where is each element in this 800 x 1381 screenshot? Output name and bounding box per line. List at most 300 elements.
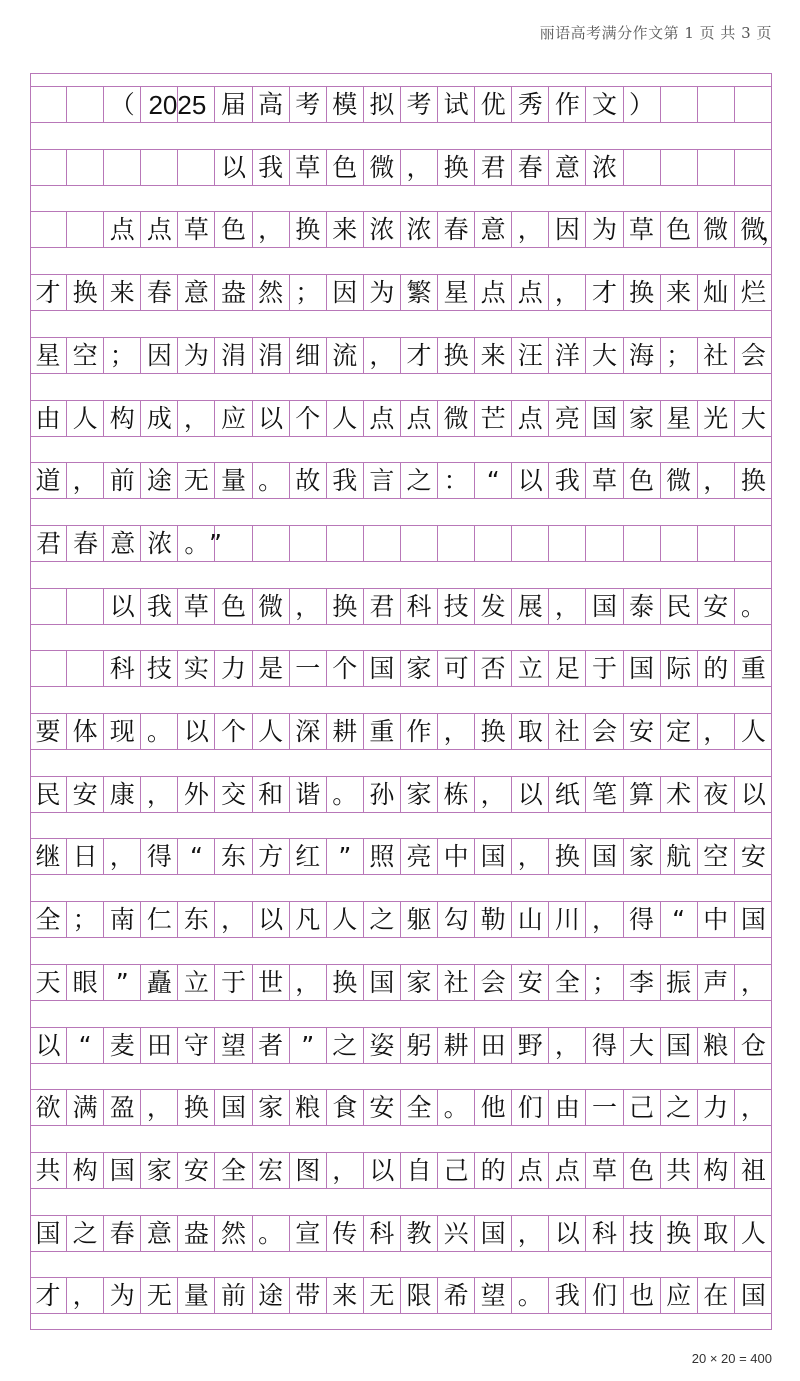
grid-cell: 纸 — [549, 777, 586, 812]
grid-cell: ， — [141, 1090, 178, 1125]
grid-cell — [30, 651, 67, 686]
grid-cell: 拟 — [364, 87, 401, 122]
grid-cell: 孙 — [364, 777, 401, 812]
grid-cell: 粮 — [290, 1090, 327, 1125]
grid-cell: 勒 — [475, 902, 512, 937]
grid-cell: 家 — [624, 839, 661, 874]
grid-cell: 外 — [178, 777, 215, 812]
grid-cell: 意 — [141, 1216, 178, 1251]
grid-cell: 浓 — [401, 212, 438, 247]
grid-cell — [698, 150, 735, 185]
grid-cell: 换 — [661, 1216, 698, 1251]
grid-cell: 康 — [104, 777, 141, 812]
grid-cell: 以 — [178, 714, 215, 749]
grid-cell: 涓 — [215, 338, 252, 373]
grid-cell — [661, 150, 698, 185]
grid-cell: 之 — [661, 1090, 698, 1125]
grid-cell: 才 — [586, 275, 623, 310]
grid-cell: ； — [661, 338, 698, 373]
grid-cell: 无 — [141, 1278, 178, 1313]
grid-cell: 微 — [735, 212, 772, 247]
grid-cell: 笔 — [586, 777, 623, 812]
grid-cell: 我 — [327, 463, 364, 498]
grid-cell: 野 — [512, 1028, 549, 1063]
grid-cell: 以 — [253, 902, 290, 937]
grid-cell: 文 — [586, 87, 623, 122]
grid-cell — [735, 87, 772, 122]
grid-cell: ， — [290, 589, 327, 624]
grid-cell: 以 — [740, 779, 766, 809]
grid-cell: 然 — [215, 1216, 252, 1251]
grid-cell: 食 — [327, 1090, 364, 1125]
grid-cell: 言 — [364, 463, 401, 498]
grid-cell: 道 — [30, 463, 67, 498]
grid-cell: ， — [141, 777, 178, 812]
grid-cell: ， — [290, 965, 327, 1000]
grid-cell: 色 — [215, 212, 252, 247]
grid-cell: 考 — [401, 87, 438, 122]
grid-cell: 世 — [253, 965, 290, 1000]
grid-cell: 星 — [661, 401, 698, 436]
grid-cell: 声 — [698, 965, 735, 1000]
grid-cell: 共 — [661, 1153, 698, 1188]
grid-cell: 发 — [475, 589, 512, 624]
grid-cell: 们 — [586, 1278, 623, 1313]
grid-cell: 力 — [698, 1090, 735, 1125]
grid-cell: 是 — [253, 651, 290, 686]
grid-cell: 全 — [401, 1090, 438, 1125]
grid-cell: ， — [549, 589, 586, 624]
grid-cell: 春 — [512, 150, 549, 185]
grid-cell: 浓 — [364, 212, 401, 247]
grid-row — [30, 1027, 772, 1064]
grid-cell: 安 — [364, 1090, 401, 1125]
grid-cell: 己 — [624, 1090, 661, 1125]
grid-cell: 换 — [438, 338, 475, 373]
grid-cell: 微 — [364, 150, 401, 185]
grid-cell: 教 — [401, 1216, 438, 1251]
grid-cell: 意 — [549, 150, 586, 185]
grid-cell: 社 — [549, 714, 586, 749]
grid-cell: 前 — [215, 1278, 252, 1313]
grid-cell: ， — [401, 150, 438, 185]
grid-cell: 栋 — [438, 777, 475, 812]
grid-cell: 。 — [253, 1216, 290, 1251]
grid-cell — [141, 150, 178, 185]
grid-cell: 才 — [30, 275, 67, 310]
grid-cell: 构 — [67, 1153, 104, 1188]
grid-cell: 一 — [290, 651, 327, 686]
grid-row — [30, 1152, 772, 1189]
grid-cell: “ — [178, 839, 215, 874]
grid-cell: 。 — [438, 1090, 475, 1125]
grid-row — [30, 776, 772, 813]
grid-cell: 个 — [290, 401, 327, 436]
grid-cell: 照 — [364, 839, 401, 874]
grid-cell: 繁 — [401, 275, 438, 310]
grid-cell: 才 — [30, 1278, 67, 1313]
grid-cell: 我 — [253, 150, 290, 185]
grid-cell: 谐 — [290, 777, 327, 812]
grid-cell: 模 — [327, 87, 364, 122]
grid-cell: 盎 — [178, 1216, 215, 1251]
grid-row — [30, 1089, 772, 1126]
grid-cell: 也 — [624, 1278, 661, 1313]
grid-cell: ， — [740, 1093, 766, 1123]
grid-cell: 浓 — [586, 150, 623, 185]
grid-cell: 家 — [141, 1153, 178, 1188]
grid-row — [30, 588, 772, 625]
grid-cell: 姿 — [364, 1028, 401, 1063]
grid-cell: 际 — [661, 651, 698, 686]
grid-cell: 微 — [698, 212, 735, 247]
grid-cell: ， — [512, 212, 549, 247]
grid-cell: 烂 — [740, 278, 766, 308]
grid-cell: 全 — [30, 902, 67, 937]
grid-cell: ， — [740, 967, 766, 997]
grid-cell: 微 — [438, 401, 475, 436]
grid-cell: 草 — [178, 589, 215, 624]
grid-cell: 以 — [512, 777, 549, 812]
grid-cell: 我 — [141, 589, 178, 624]
grid-cell: “ — [661, 902, 698, 937]
grid-cell — [624, 150, 661, 185]
grid-cell: 来 — [327, 212, 364, 247]
grid-cell: 光 — [698, 401, 735, 436]
grid-cell: 点 — [475, 275, 512, 310]
grid-cell: ” — [327, 839, 364, 874]
grid-cell: 东 — [215, 839, 252, 874]
grid-cell: 以 — [364, 1153, 401, 1188]
grid-cell: 交 — [215, 777, 252, 812]
grid-cell: 我 — [549, 1278, 586, 1313]
grid-cell: 换 — [67, 275, 104, 310]
grid-cell: 安 — [178, 1153, 215, 1188]
grid-cell: 为 — [178, 338, 215, 373]
grid-row — [30, 525, 772, 562]
grid-cell: 构 — [698, 1153, 735, 1188]
grid-cell: 会 — [740, 340, 766, 370]
grid-cell: 望 — [475, 1278, 512, 1313]
grid-row — [30, 149, 772, 186]
grid-cell: 振 — [661, 965, 698, 1000]
grid-cell: 安 — [512, 965, 549, 1000]
grid-cell: 春 — [438, 212, 475, 247]
grid-cell: 立 — [178, 965, 215, 1000]
grid-cell: 李 — [624, 965, 661, 1000]
grid-cell: 要 — [30, 714, 67, 749]
grid-cell: 全 — [215, 1153, 252, 1188]
grid-cell: 技 — [624, 1216, 661, 1251]
grid-cell: 来 — [104, 275, 141, 310]
essay-grid-paper — [30, 73, 786, 1330]
grid-cell: ， — [215, 902, 252, 937]
grid-cell: 夜 — [698, 777, 735, 812]
grid-cell: 方 — [253, 839, 290, 874]
grid-cell: 国 — [586, 401, 623, 436]
grid-cell: 换 — [327, 965, 364, 1000]
grid-cell: 否 — [475, 651, 512, 686]
grid-cell: 色 — [215, 589, 252, 624]
grid-cell: 春 — [104, 1216, 141, 1251]
grid-cell: ， — [512, 1216, 549, 1251]
grid-cell: 换 — [740, 466, 766, 496]
grid-cell: 盈 — [104, 1090, 141, 1125]
grid-cell: 宏 — [253, 1153, 290, 1188]
grid-cell: 换 — [438, 150, 475, 185]
grid-cell: ， — [253, 212, 290, 247]
grid-cell: ） — [624, 87, 661, 122]
grid-cell: 耕 — [438, 1028, 475, 1063]
grid-cell: 人 — [327, 902, 364, 937]
grid-cell: 中 — [698, 902, 735, 937]
grid-cell: 草 — [178, 212, 215, 247]
grid-cell: ， — [67, 463, 104, 498]
grid-cell: 我 — [549, 463, 586, 498]
grid-cell: 矗 — [141, 965, 178, 1000]
grid-cell: 星 — [438, 275, 475, 310]
grid-cell: ” — [290, 1028, 327, 1063]
grid-cell: 科 — [104, 651, 141, 686]
grid-row — [30, 838, 772, 875]
grid-cell: ； — [104, 338, 141, 373]
grid-cell — [67, 87, 104, 122]
grid-cell: 草 — [586, 463, 623, 498]
grid-cell: 于 — [215, 965, 252, 1000]
grid-cell: 前 — [104, 463, 141, 498]
grid-cell: 和 — [253, 777, 290, 812]
grid-cell: 国 — [661, 1028, 698, 1063]
grid-cell: 以 — [104, 589, 141, 624]
grid-cell: 因 — [327, 275, 364, 310]
grid-cell: 足 — [549, 651, 586, 686]
grid-cell: 实 — [178, 651, 215, 686]
grid-cell: 草 — [586, 1153, 623, 1188]
grid-cell: 亮 — [401, 839, 438, 874]
grid-cell: 耕 — [327, 714, 364, 749]
grid-cell: 流 — [327, 338, 364, 373]
grid-cell: 国 — [624, 651, 661, 686]
grid-cell: 社 — [698, 338, 735, 373]
grid-cell: 取 — [512, 714, 549, 749]
grid-cell: 芒 — [475, 401, 512, 436]
grid-cell: 故 — [290, 463, 327, 498]
grid-cell: 术 — [661, 777, 698, 812]
grid-cell: 亮 — [549, 401, 586, 436]
grid-cell: 带 — [290, 1278, 327, 1313]
grid-cell: ， — [364, 338, 401, 373]
grid-cell: 微 — [661, 463, 698, 498]
grid-cell: 得 — [624, 902, 661, 937]
grid-cell — [104, 150, 141, 185]
grid-cell: 麦 — [104, 1028, 141, 1063]
grid-cell: 色 — [327, 150, 364, 185]
grid-cell: ； — [586, 965, 623, 1000]
grid-cell: 无 — [178, 463, 215, 498]
overflow-punctuation: ， — [760, 216, 786, 246]
grid-cell: 色 — [661, 212, 698, 247]
grid-cell: 点 — [401, 401, 438, 436]
grid-cell: 因 — [141, 338, 178, 373]
grid-cell: 祖 — [740, 1155, 766, 1185]
grid-cell: 空 — [67, 338, 104, 373]
grid-cell: 草 — [290, 150, 327, 185]
grid-cell: 国 — [104, 1153, 141, 1188]
grid-cell: 科 — [401, 589, 438, 624]
grid-cell — [30, 87, 67, 122]
grid-cell: 之 — [67, 1216, 104, 1251]
grid-cell — [30, 589, 67, 624]
grid-cell: 换 — [327, 589, 364, 624]
grid-cell: 海 — [624, 338, 661, 373]
grid-cell: 满 — [67, 1090, 104, 1125]
grid-cell: ： — [438, 463, 475, 498]
grid-cell: 宣 — [290, 1216, 327, 1251]
grid-cell: 得 — [586, 1028, 623, 1063]
grid-cell: 途 — [253, 1278, 290, 1313]
grid-cell: 。 — [512, 1278, 549, 1313]
grid-cell: 。 — [141, 714, 178, 749]
grid-cell: ， — [104, 839, 141, 874]
grid-cell: 他 — [475, 1090, 512, 1125]
grid-cell: 们 — [512, 1090, 549, 1125]
grid-cell: 安 — [67, 777, 104, 812]
grid-cell: 点 — [104, 212, 141, 247]
grid-cell — [67, 651, 104, 686]
grid-cell: 社 — [438, 965, 475, 1000]
grid-cell: 点 — [512, 275, 549, 310]
grid-cell: 欲 — [30, 1090, 67, 1125]
grid-cell: 人 — [253, 714, 290, 749]
grid-row — [30, 1215, 772, 1252]
grid-cell: 微 — [253, 589, 290, 624]
grid-cell: 家 — [401, 965, 438, 1000]
grid-cell: 力 — [215, 651, 252, 686]
grid-cell: 来 — [475, 338, 512, 373]
grid-cell: 田 — [141, 1028, 178, 1063]
grid-cell — [735, 150, 772, 185]
grid-cell: 草 — [624, 212, 661, 247]
grid-cell: 限 — [401, 1278, 438, 1313]
grid-cell: 得 — [141, 839, 178, 874]
grid-cell: ， — [512, 839, 549, 874]
grid-cell: 山 — [512, 902, 549, 937]
grid-cell: 优 — [475, 87, 512, 122]
grid-cell: 以 — [549, 1216, 586, 1251]
grid-cell: 躯 — [401, 902, 438, 937]
grid-cell — [67, 150, 104, 185]
grid-row — [30, 462, 772, 499]
grid-cell: 考 — [290, 87, 327, 122]
grid-cell: 个 — [215, 714, 252, 749]
grid-cell: 泰 — [624, 589, 661, 624]
grid-cell: 躬 — [401, 1028, 438, 1063]
grid-cell — [661, 87, 698, 122]
grid-cell: 现 — [104, 714, 141, 749]
grid-cell: 国 — [30, 1216, 67, 1251]
grid-cell: 君 — [475, 150, 512, 185]
grid-row — [30, 1277, 772, 1314]
grid-cell: 家 — [401, 777, 438, 812]
grid-cell: 由 — [549, 1090, 586, 1125]
grid-cell — [30, 212, 67, 247]
grid-row — [30, 86, 772, 123]
grid-cell: 因 — [549, 212, 586, 247]
grid-cell: 点 — [512, 401, 549, 436]
grid-cell: 量 — [215, 463, 252, 498]
grid-cell: ， — [438, 714, 475, 749]
grid-cell: 定 — [661, 714, 698, 749]
grid-cell: 技 — [141, 651, 178, 686]
grid-row — [30, 713, 772, 750]
grid-cell: 仁 — [141, 902, 178, 937]
grid-row — [30, 274, 772, 311]
grid-cell: 换 — [475, 714, 512, 749]
grid-cell: 换 — [290, 212, 327, 247]
grid-cell: 高 — [253, 87, 290, 122]
grid-cell: 换 — [178, 1090, 215, 1125]
grid-cell: 南 — [104, 902, 141, 937]
grid-cell: 来 — [327, 1278, 364, 1313]
grid-cell: 量 — [178, 1278, 215, 1313]
grid-cell: 体 — [67, 714, 104, 749]
grid-cell: 日 — [67, 839, 104, 874]
grid-cell: 汪 — [512, 338, 549, 373]
grid-cell: 国 — [364, 651, 401, 686]
grid-cell: 之 — [401, 463, 438, 498]
grid-cell: 己 — [438, 1153, 475, 1188]
grid-cell: 航 — [661, 839, 698, 874]
grid-cell: ， — [698, 714, 735, 749]
grid-cell: 大 — [740, 403, 766, 433]
grid-cell: 国 — [586, 839, 623, 874]
grid-cell: 空 — [698, 839, 735, 874]
grid-cell: 灿 — [698, 275, 735, 310]
grid-cell: 大 — [586, 338, 623, 373]
grid-cell: ， — [586, 902, 623, 937]
grid-cell: 人 — [740, 717, 766, 746]
grid-cell: 勾 — [438, 902, 475, 937]
grid-cell: 守 — [178, 1028, 215, 1063]
grid-cell: 以 — [253, 401, 290, 436]
grid-cell: 人 — [327, 401, 364, 436]
grid-cell: 春 — [141, 275, 178, 310]
grid-cell: 于 — [586, 651, 623, 686]
page-header: 丽语高考满分作文第 1 页 共 3 页 — [539, 24, 772, 42]
grid-cell: “ — [67, 1028, 104, 1063]
grid-cell: ” — [104, 965, 141, 1000]
grid-cell: 粮 — [698, 1028, 735, 1063]
grid-cell: ， — [327, 1153, 364, 1188]
grid-cell: 兴 — [438, 1216, 475, 1251]
grid-cell: ； — [290, 275, 327, 310]
grid-cell: 天 — [30, 965, 67, 1000]
grid-cell: 一 — [586, 1090, 623, 1125]
grid-cell: 以 — [30, 1028, 67, 1063]
grid-cell: 展 — [512, 589, 549, 624]
grid-cell: 家 — [624, 401, 661, 436]
grid-cell: 作 — [401, 714, 438, 749]
grid-row — [30, 901, 772, 938]
grid-cell: 届 — [215, 87, 252, 122]
grid-cell: 可 — [438, 651, 475, 686]
grid-cell — [141, 87, 207, 122]
grid-cell: 无 — [364, 1278, 401, 1313]
grid-cell: 技 — [438, 589, 475, 624]
grid-cell: “ — [475, 463, 512, 498]
grid-cell: 国 — [740, 1281, 766, 1311]
grid-row — [30, 400, 772, 437]
